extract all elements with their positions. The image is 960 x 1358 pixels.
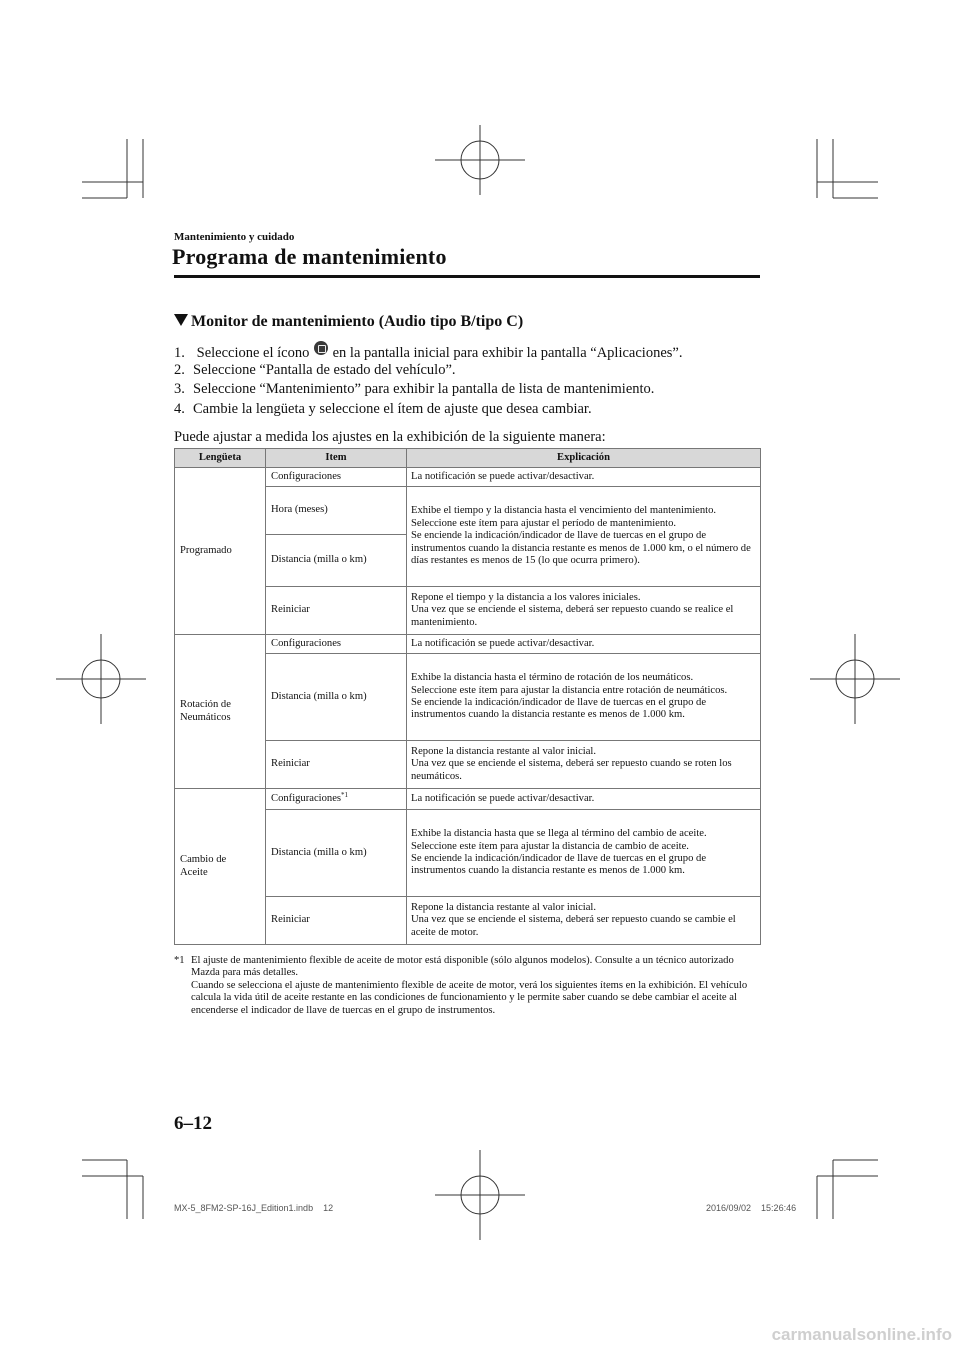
footnote-ref: *1: [341, 790, 349, 799]
crop-mark-top-left: [82, 139, 143, 198]
footnote-mark: *1: [174, 955, 185, 966]
explanation-line: Exhibe la distancia hasta el término de rotación de los neumáticos.: [411, 672, 694, 684]
step-text: Seleccione “Pantalla de estado del vehículo”.: [193, 361, 456, 378]
print-file-info: MX-5_8FM2-SP-16J_Edition1.indb 12: [174, 1203, 334, 1213]
header-item: Item: [266, 449, 407, 468]
item-cell: Distancia (milla o km): [266, 535, 407, 587]
table-row: [175, 635, 761, 654]
triangle-bullet-icon: [174, 314, 188, 326]
explanation-cell: [407, 741, 761, 789]
item-cell: Reiniciar: [266, 741, 407, 789]
explanation-line: Seleccione este ítem para ajustar el período de mantenimiento.: [411, 517, 677, 529]
crop-mark-bottom-right: [817, 1160, 878, 1219]
explanation-cell: [407, 810, 761, 897]
explanation-line: Se enciende la indicación/indicador de llave de tuercas en el grupo de instrumentos cuando la distancia restante es menos de 1.000 km.: [411, 853, 707, 877]
step-item: [174, 400, 764, 420]
step-item: [174, 361, 764, 381]
table-row: [175, 789, 761, 810]
step-number: 3.: [174, 381, 185, 397]
watermark: carmanualsonline.info: [771, 1325, 952, 1344]
intro-text: Puede ajustar a medida los ajustes en la exhibición de la siguiente manera:: [174, 429, 606, 445]
explanation-line: Se enciende la indicación/indicador de llave de tuercas en el grupo de instrumentos cuando la distancia restante es menos de 1.000 km, o el número de días restantes es menos de 15 (lo que ocurra primero).: [411, 530, 751, 567]
item-cell: Reiniciar: [266, 587, 407, 635]
explanation-cell: [407, 587, 761, 635]
tab-cell: [175, 789, 266, 945]
step-item: [174, 341, 764, 361]
step-number: 2.: [174, 361, 185, 378]
tab-line: Neumáticos: [180, 711, 231, 723]
step-item: [174, 380, 764, 400]
step-text-before-icon: Seleccione el ícono: [196, 345, 310, 361]
item-cell: Configuraciones: [266, 468, 407, 487]
registration-mark-bottom: [435, 1150, 525, 1240]
step-text: Seleccione “Mantenimiento” para exhibir la pantalla de lista de mantenimiento.: [193, 381, 655, 397]
item-cell: Configuraciones: [266, 635, 407, 654]
registration-mark-top: [435, 125, 525, 195]
header-tab: Lengüeta: [175, 449, 266, 468]
footnote-line: El ajuste de mantenimiento flexible de aceite de motor está disponible (sólo algunos modelos). Consulte a un técnico autorizado Mazda para más detalles.: [191, 955, 734, 979]
explanation-line: Una vez que se enciende el sistema, deberá ser repuesto cuando se realice el mantenimiento.: [411, 604, 734, 628]
footnote: [174, 955, 764, 1017]
steps-list: [174, 341, 764, 419]
step-number: 4.: [174, 400, 185, 417]
explanation-cell: La notificación se puede activar/desactivar.: [407, 468, 761, 487]
table-row: [175, 468, 761, 487]
step-text-after-icon: en la pantalla inicial para exhibir la pantalla “Aplicaciones”.: [332, 345, 683, 361]
step-text: Cambie la lengüeta y seleccione el ítem de ajuste que desea cambiar.: [193, 400, 592, 417]
print-timestamp: 2016/09/02 15:26:46: [706, 1203, 797, 1213]
title-rule: [174, 275, 760, 278]
item-cell: Distancia (milla o km): [266, 810, 407, 897]
tab-cell: [175, 635, 266, 789]
crop-mark-bottom-left: [82, 1160, 143, 1219]
table-header-row: [175, 449, 761, 468]
explanation-cell: La notificación se puede activar/desactivar.: [407, 789, 761, 810]
step-number: 1.: [174, 345, 185, 361]
explanation-line: Repone la distancia restante al valor inicial.: [411, 745, 597, 757]
explanation-line: Una vez que se enciende el sistema, deberá ser repuesto cuando se cambie el aceite de motor.: [411, 914, 736, 938]
header-explanation: Explicación: [407, 449, 761, 468]
tab-line: Cambio de: [180, 854, 227, 866]
explanation-line: Se enciende la indicación/indicador de llave de tuercas en el grupo de instrumentos cuando la distancia restante es menos de 1.000 km.: [411, 697, 707, 721]
explanation-cell: [407, 654, 761, 741]
registration-mark-right: [810, 634, 900, 724]
crop-mark-top-right: [817, 139, 878, 198]
explanation-line: Seleccione este ítem para ajustar la distancia de cambio de aceite.: [411, 840, 689, 852]
explanation-line: Repone el tiempo y la distancia a los valores iniciales.: [411, 591, 641, 603]
tab-line: Aceite: [180, 866, 208, 878]
explanation-line: Exhibe el tiempo y la distancia hasta el vencimiento del mantenimiento.: [411, 505, 717, 517]
maintenance-table: [174, 448, 761, 945]
item-cell: Distancia (milla o km): [266, 654, 407, 741]
tab-line: Rotación de: [180, 699, 231, 711]
item-cell: Reiniciar: [266, 897, 407, 945]
subheading-text: Monitor de mantenimiento (Audio tipo B/tipo C): [191, 313, 524, 330]
footnote-line: Cuando se selecciona el ajuste de mantenimiento flexible de aceite de motor, verá los siguientes ítems en la exhibición. El vehículo calcula la vida útil de aceite restante en las condiciones de funcionamiento y le permite saber cuando se debe cambiar el aceite al encenderse el indicador de llave de tuercas en el grupo de instrumentos.: [191, 979, 748, 1016]
explanation-cell: La notificación se puede activar/desactivar.: [407, 635, 761, 654]
item-cell: [266, 789, 407, 810]
explanation-cell: [407, 897, 761, 945]
explanation-line: Una vez que se enciende el sistema, deberá ser repuesto cuando se roten los neumáticos.: [411, 758, 732, 782]
page-title: Programa de mantenimiento: [172, 244, 447, 269]
tab-cell: Programado: [175, 468, 266, 635]
page-number: 6–12: [174, 1113, 212, 1134]
subheading: [174, 313, 523, 331]
explanation-line: Repone la distancia restante al valor inicial.: [411, 901, 597, 913]
item-cell: Hora (meses): [266, 487, 407, 535]
explanation-line: Exhibe la distancia hasta que se llega al término del cambio de aceite.: [411, 828, 707, 840]
section-label: Mantenimiento y cuidado: [174, 231, 295, 243]
item-label: Configuraciones: [271, 792, 342, 804]
explanation-line: Seleccione este ítem para ajustar la distancia entre rotación de neumáticos.: [411, 684, 728, 696]
applications-icon: [314, 341, 328, 355]
registration-mark-left: [56, 634, 146, 724]
explanation-cell: [407, 487, 761, 587]
